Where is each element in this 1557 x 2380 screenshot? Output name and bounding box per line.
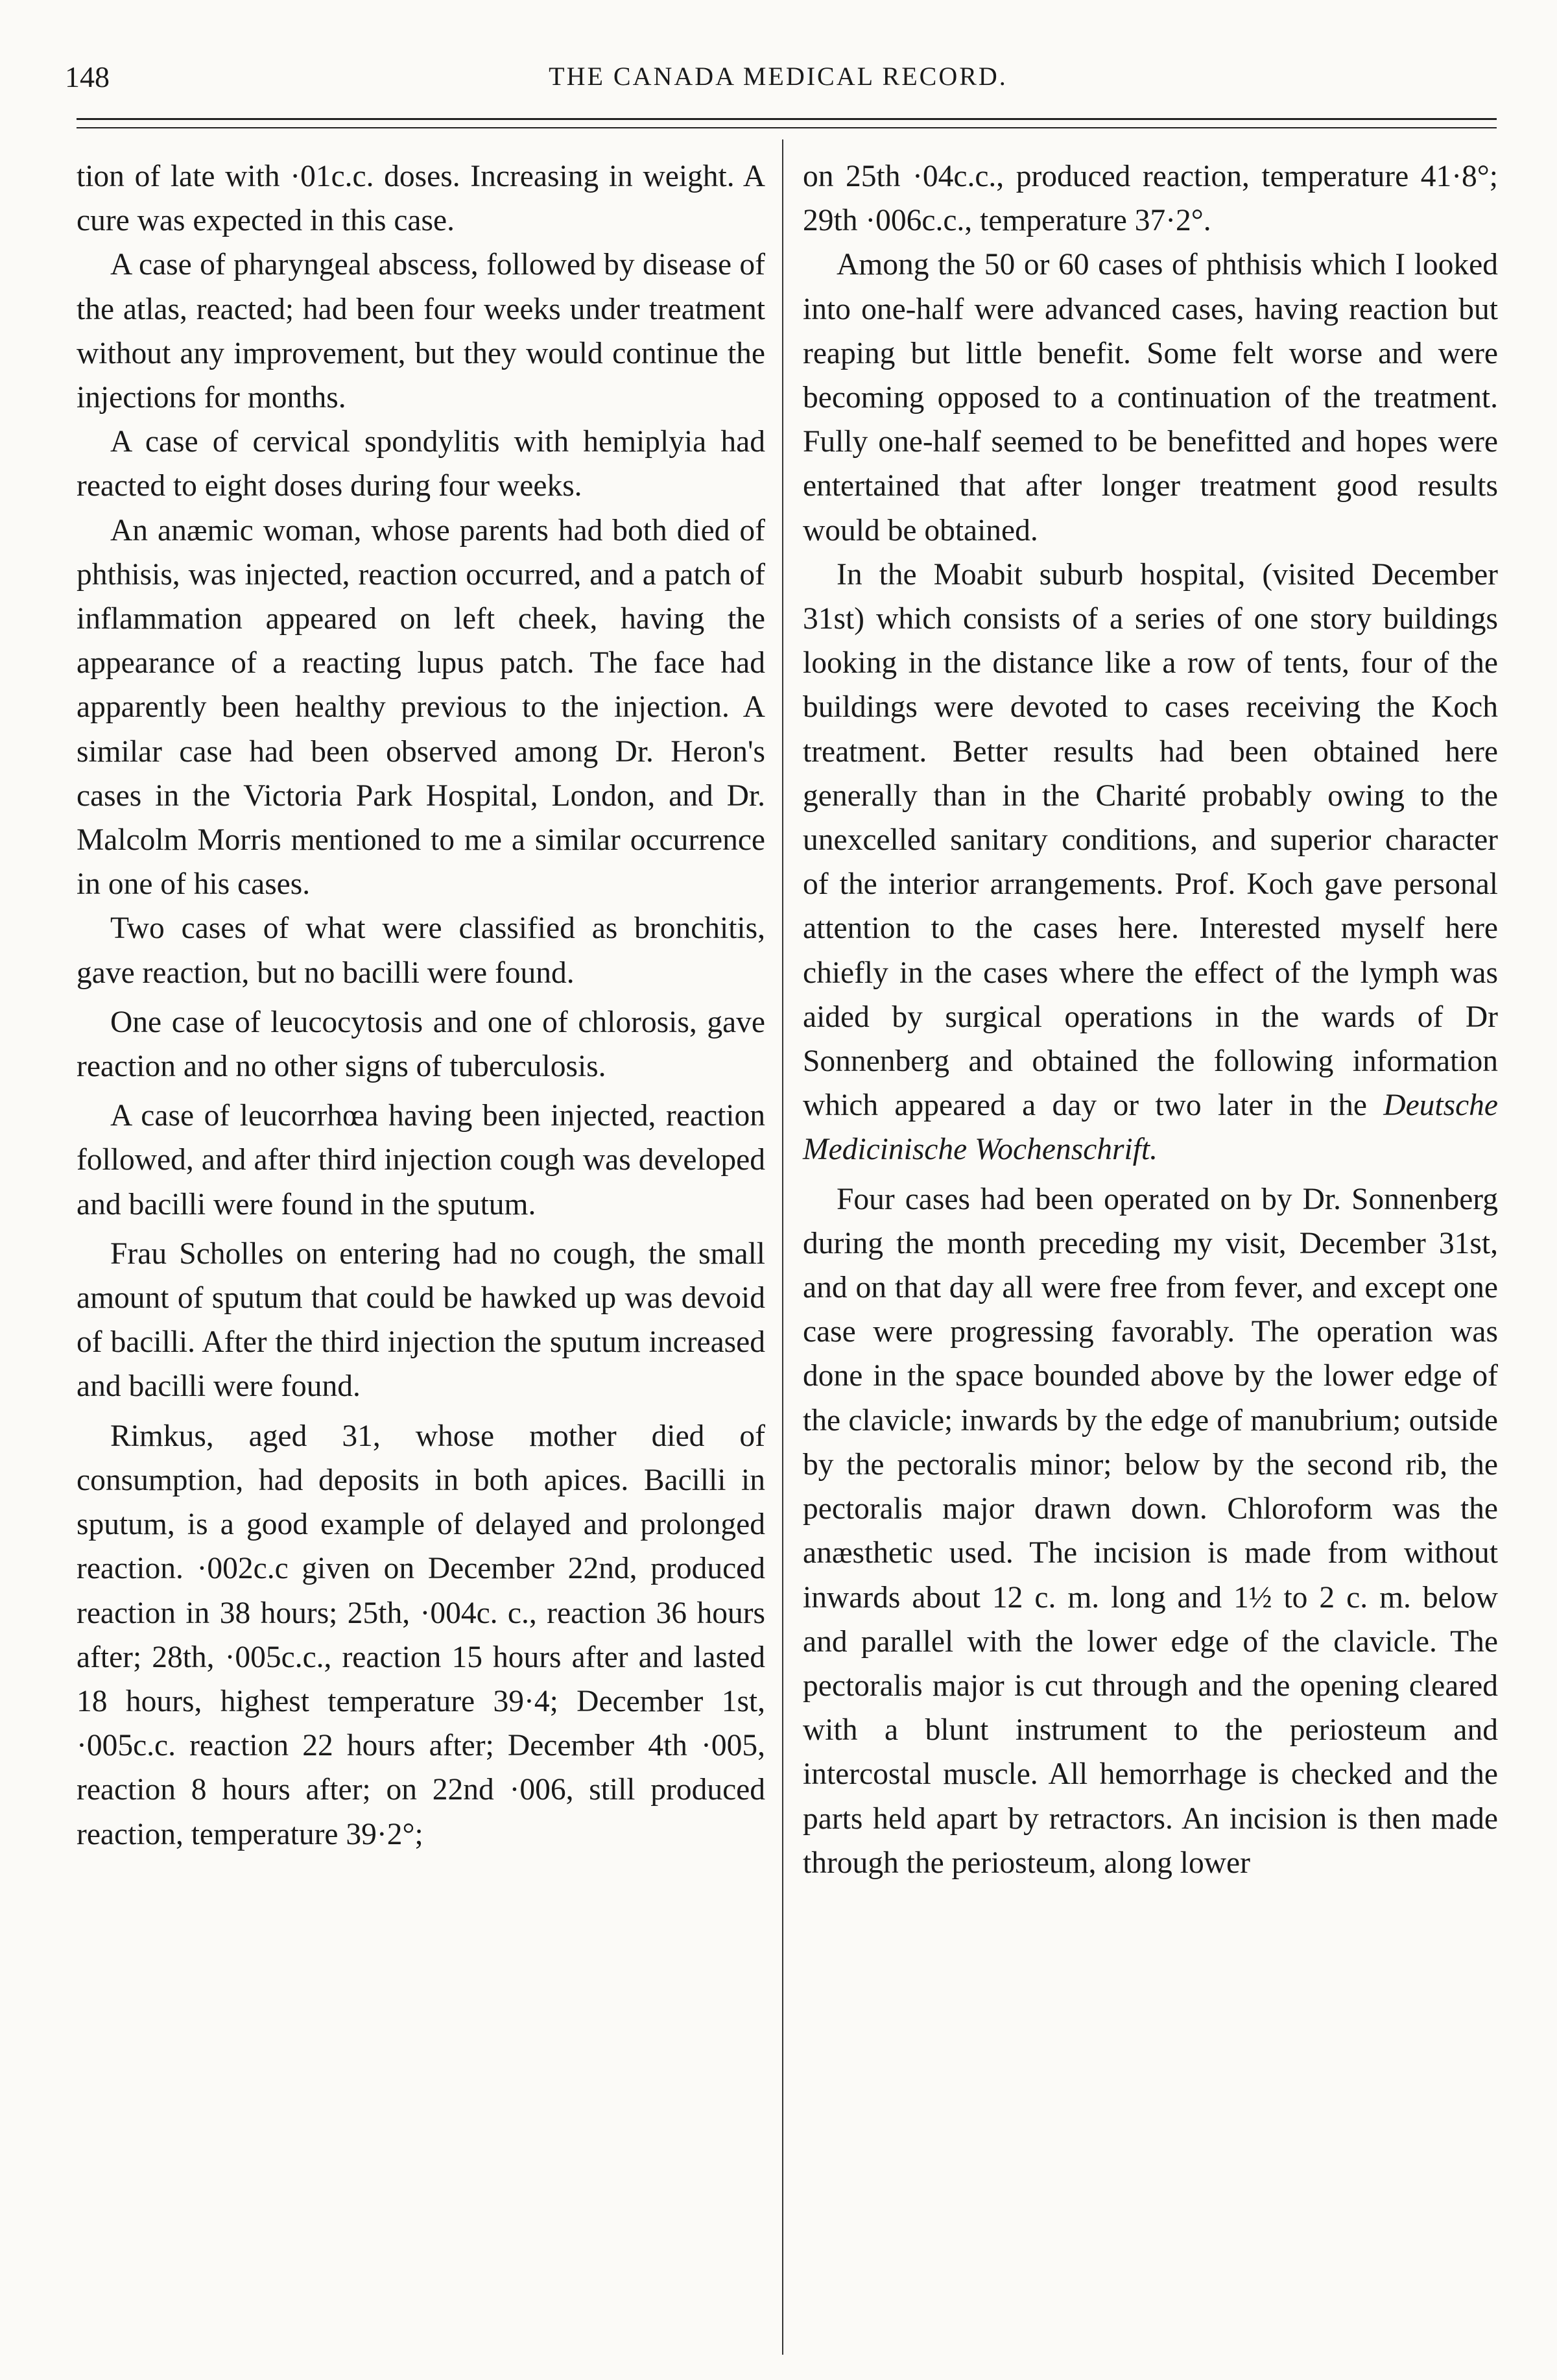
right-paragraph-4: Four cases had been operated on by Dr. Sonnenberg during the month preceding my visit, December 31st, and on that day all were free from fever, and except one case were progressing favorably. The operation was done in the space bounded above by the lower edge of the clavicle; inwards by the edge of manubrium; outside by the pectoralis minor; below by the second rib, the pectoralis major drawn down. Chloroform was the anæsthetic used. The incision is made from without inwards about 12 c. m. long and 1½ to 2 c. m. below and parallel with the lower edge of the clavicle. The pectoralis major is cut through and the opening cleared with a blunt instrument to the periosteum and intercostal muscle. All hemorrhage is checked and the parts held apart by retractors. An incision is then made through the periosteum, along lower: [803, 1182, 1498, 1880]
left-paragraph-7: A case of leucorrhœa having been injected, reaction followed, and after third injection cough was developed and bacilli were found in the sputum.: [77, 1099, 765, 1221]
right-paragraph-1: on 25th ·04c.c., produced reaction, temperature 41·8°; 29th ·006c.c., temperature 37·2°.: [803, 160, 1498, 238]
page-number: 148: [65, 60, 110, 93]
right-column: [803, 154, 1498, 1885]
left-paragraph-6: One case of leucocytosis and one of chlorosis, gave reaction and no other signs of tuberculosis.: [77, 1005, 765, 1084]
left-paragraph-3: A case of cervical spondylitis with hemiplyia had reacted to eight doses during four weeks.: [77, 425, 765, 503]
running-title: THE CANADA MEDICAL RECORD.: [549, 62, 1008, 91]
left-paragraph-5: Two cases of what were classified as bronchitis, gave reaction, but no bacilli were found.: [77, 911, 765, 990]
left-paragraph-8: Frau Scholles on entering had no cough, the small amount of sputum that could be hawked up was devoid of bacilli. After the third injection the sputum increased and bacilli were found.: [77, 1236, 765, 1404]
left-paragraph-2: A case of pharyngeal abscess, followed by disease of the atlas, reacted; had been four weeks under treatment without any improvement, but they would continue the injections for months.: [77, 248, 765, 415]
page-header: [65, 52, 1492, 104]
journal-title: Deutsche Medicinische Wochenschrift.: [803, 1088, 1498, 1167]
right-paragraph-2: Among the 50 or 60 cases of phthisis which I looked into one-half were advanced cases, having reaction but reaping but little benefit. Some felt worse and were becoming opposed to a continuation of the treatment. Fully one-half seemed to be benefitted and hopes were entertained that after longer treatment good results would be obtained.: [803, 248, 1498, 547]
left-paragraph-1: tion of late with ·01c.c. doses. Increasing in weight. A cure was expected in this case.: [77, 160, 765, 238]
header-rule-bottom: [77, 127, 1497, 128]
left-paragraph-4: An anæmic woman, whose parents had both died of phthisis, was injected, reaction occurred, and a patch of inflammation appeared on left cheek, having the appearance of a reacting lupus patch. The face had apparently been healthy previous to the injection. A similar case had been observed among Dr. Heron's cases in the Victoria Park Hospital, London, and Dr. Malcolm Morris mentioned to me a similar occurrence in one of his cases.: [77, 513, 765, 902]
right-paragraph-3-text: In the Moabit suburb hospital, (visited December 31st) which consists of a series of one story buildings looking in the distance like a row of tents, four of the buildings were devoted to cases receiving the Koch treatment. Better results had been obtained here generally than in the Charité probably owing to the unexcelled sanitary conditions, and superior character of the interior arrangements. Prof. Koch gave personal attention to the cases here. Interested myself here chiefly in the cases where the effect of the lymph was aided by surgical operations in the wards of Dr Sonnenberg and obtained the following information which appeared a day or two later in the: [803, 557, 1498, 1123]
left-column: [77, 154, 765, 1857]
column-divider: [782, 139, 783, 2355]
right-paragraph-3: [803, 553, 1498, 1172]
header-rule-top: [77, 118, 1497, 120]
left-paragraph-9: Rimkus, aged 31, whose mother died of consumption, had deposits in both apices. Bacilli in sputum, is a good example of delayed and prolonged reaction. ·002c.c given on December 22nd, produced reaction in 38 hours; 25th, ·004c. c., reaction 36 hours after; 28th, ·005c.c., reaction 15 hours after and lasted 18 hours, highest temperature 39·4; December 1st, ·005c.c. reaction 22 hours after; December 4th ·005, reaction 8 hours after; on 22nd ·006, still produced reaction, temperature 39·2°;: [77, 1419, 765, 1851]
